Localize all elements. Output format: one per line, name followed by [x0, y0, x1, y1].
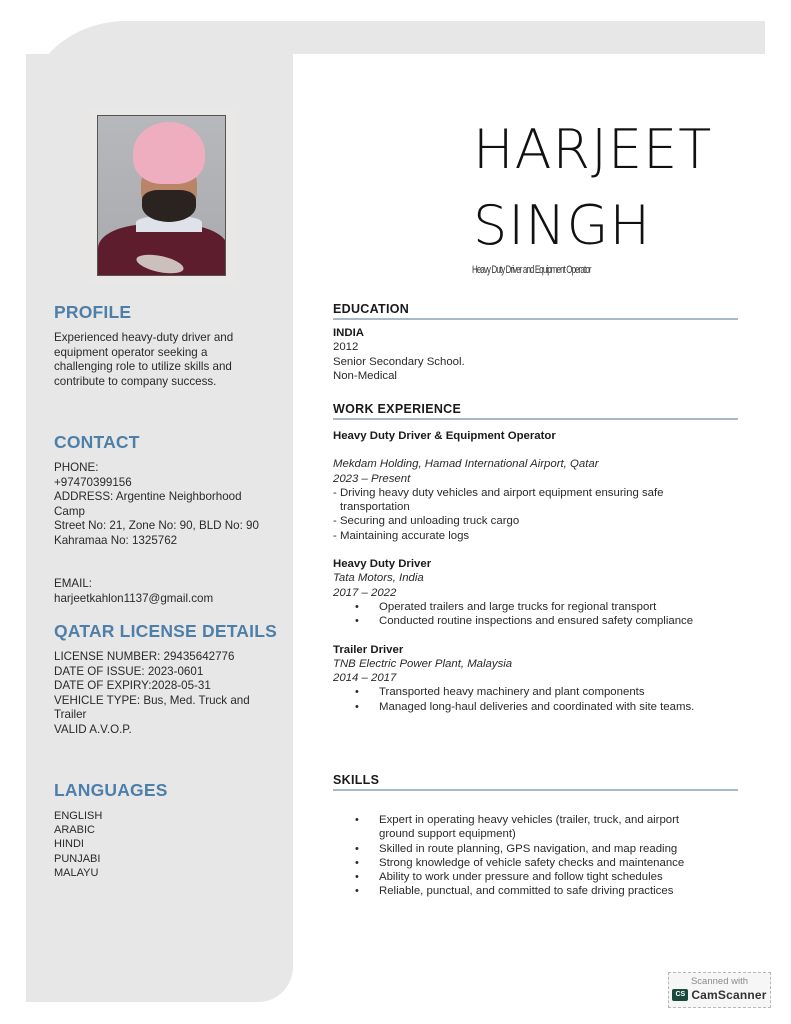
job-company: Tata Motors, India — [333, 572, 424, 585]
camscanner-watermark — [668, 972, 771, 1008]
job-period: 2023 – Present — [333, 472, 411, 485]
camscanner-logo-icon: CS — [672, 989, 688, 1001]
job-duty: • Conducted routine inspections and ensured safety compliance — [355, 614, 695, 628]
job-entry — [333, 557, 738, 628]
address-line: ADDRESS: Argentine Neighborhood — [54, 490, 242, 503]
profile-photo — [90, 108, 234, 284]
candidate-name — [473, 112, 712, 264]
education-stream: Non-Medical — [333, 369, 397, 382]
language-item: HINDI — [54, 838, 84, 851]
contact-details — [54, 461, 259, 606]
address-line: Street No: 21, Zone No: 90, BLD No: 90 — [54, 519, 259, 532]
profile-line: equipment operator seeking a — [54, 345, 208, 359]
skills-section — [333, 773, 738, 899]
languages-heading: LANGUAGES — [54, 780, 168, 800]
phone-label: PHONE: — [54, 461, 99, 474]
license-issue-date: DATE OF ISSUE: 2023-0601 — [54, 664, 204, 678]
skills-list — [355, 813, 755, 899]
education-year: 2012 — [333, 341, 359, 354]
work-experience-section — [333, 402, 738, 714]
job-role: Heavy Duty Driver & Equipment Operator — [333, 430, 556, 442]
education-heading: EDUCATION — [333, 302, 738, 320]
skill-item: • Reliable, punctual, and committed to safe driving practices — [355, 884, 755, 898]
education-school: Senior Secondary School. — [333, 355, 465, 368]
job-company: Mekdam Holding, Hamad International Airport, Qatar — [333, 458, 599, 471]
skill-item: • Ability to work under pressure and follow tight schedules — [355, 870, 755, 884]
watermark-brand: CamScanner — [691, 988, 767, 1002]
job-duty: • Transported heavy machinery and plant components — [355, 685, 740, 699]
language-item: PUNJABI — [54, 852, 101, 865]
job-duties — [355, 685, 740, 714]
skill-item: • Expert in operating heavy vehicles (trailer, truck, and airport ground support equipment) — [355, 813, 715, 842]
job-role: Trailer Driver — [333, 643, 404, 656]
job-duty: • Managed long-haul deliveries and coordinated with site teams. — [355, 700, 700, 714]
skill-item: • Strong knowledge of vehicle safety checks and maintenance — [355, 856, 755, 870]
job-period: 2014 – 2017 — [333, 672, 397, 685]
skills-heading: SKILLS — [333, 773, 738, 791]
license-vehicle-type: VEHICLE TYPE: Bus, Med. Truck and — [54, 693, 250, 707]
language-item: ARABIC — [54, 824, 95, 837]
address-line: Camp — [54, 504, 85, 518]
profile-summary — [54, 331, 233, 389]
email-value: harjeetkahlon1137@gmail.com — [54, 591, 214, 605]
license-heading: QATAR LICENSE DETAILS — [54, 621, 277, 641]
license-vehicle-type: Trailer — [54, 708, 87, 721]
languages-list — [54, 809, 102, 880]
job-duty: - Securing and unloading truck cargo — [333, 515, 520, 528]
education-country: INDIA — [333, 327, 365, 339]
job-role: Heavy Duty Driver — [333, 558, 432, 571]
email-label: EMAIL: — [54, 577, 93, 590]
language-item: ENGLISH — [54, 810, 103, 822]
license-expiry-date: DATE OF EXPIRY:2028-05-31 — [54, 679, 211, 692]
job-company: TNB Electric Power Plant, Malaysia — [333, 657, 513, 670]
address-line: Kahramaa No: 1325762 — [54, 533, 178, 547]
job-duties — [355, 600, 740, 629]
job-duty: - Maintaining accurate logs — [333, 529, 470, 542]
name-last: SINGH — [473, 194, 652, 257]
contact-heading: CONTACT — [54, 432, 140, 452]
header-band — [120, 21, 765, 54]
profile-line: Experienced heavy-duty driver and — [54, 331, 234, 344]
watermark-caption: Scanned with — [690, 976, 749, 987]
name-first: HARJEET — [473, 118, 713, 181]
language-item: MALAYU — [54, 866, 99, 879]
profile-line: challenging role to utilize skills and — [54, 360, 232, 373]
job-entry — [333, 429, 738, 543]
education-section — [333, 302, 738, 383]
profile-heading: PROFILE — [54, 302, 132, 322]
license-number: LICENSE NUMBER: 29435642776 — [54, 650, 235, 663]
work-experience-heading: WORK EXPERIENCE — [333, 402, 738, 420]
job-duty: - Driving heavy duty vehicles and airport equipment ensuring safe transportation — [333, 486, 664, 514]
skill-item: • Skilled in route planning, GPS navigation, and map reading — [355, 842, 755, 856]
profile-line: contribute to company success. — [54, 374, 217, 388]
job-entry — [333, 643, 738, 714]
license-validity: VALID A.V.O.P. — [54, 722, 132, 736]
job-period: 2017 – 2022 — [333, 586, 397, 599]
job-subtitle: Heavy Duty Driver and Equipment Operator — [472, 264, 591, 276]
phone-value: +97470399156 — [54, 475, 132, 489]
education-body — [333, 326, 738, 383]
job-duty: • Operated trailers and large trucks for regional transport — [355, 600, 740, 614]
license-details — [54, 650, 250, 737]
